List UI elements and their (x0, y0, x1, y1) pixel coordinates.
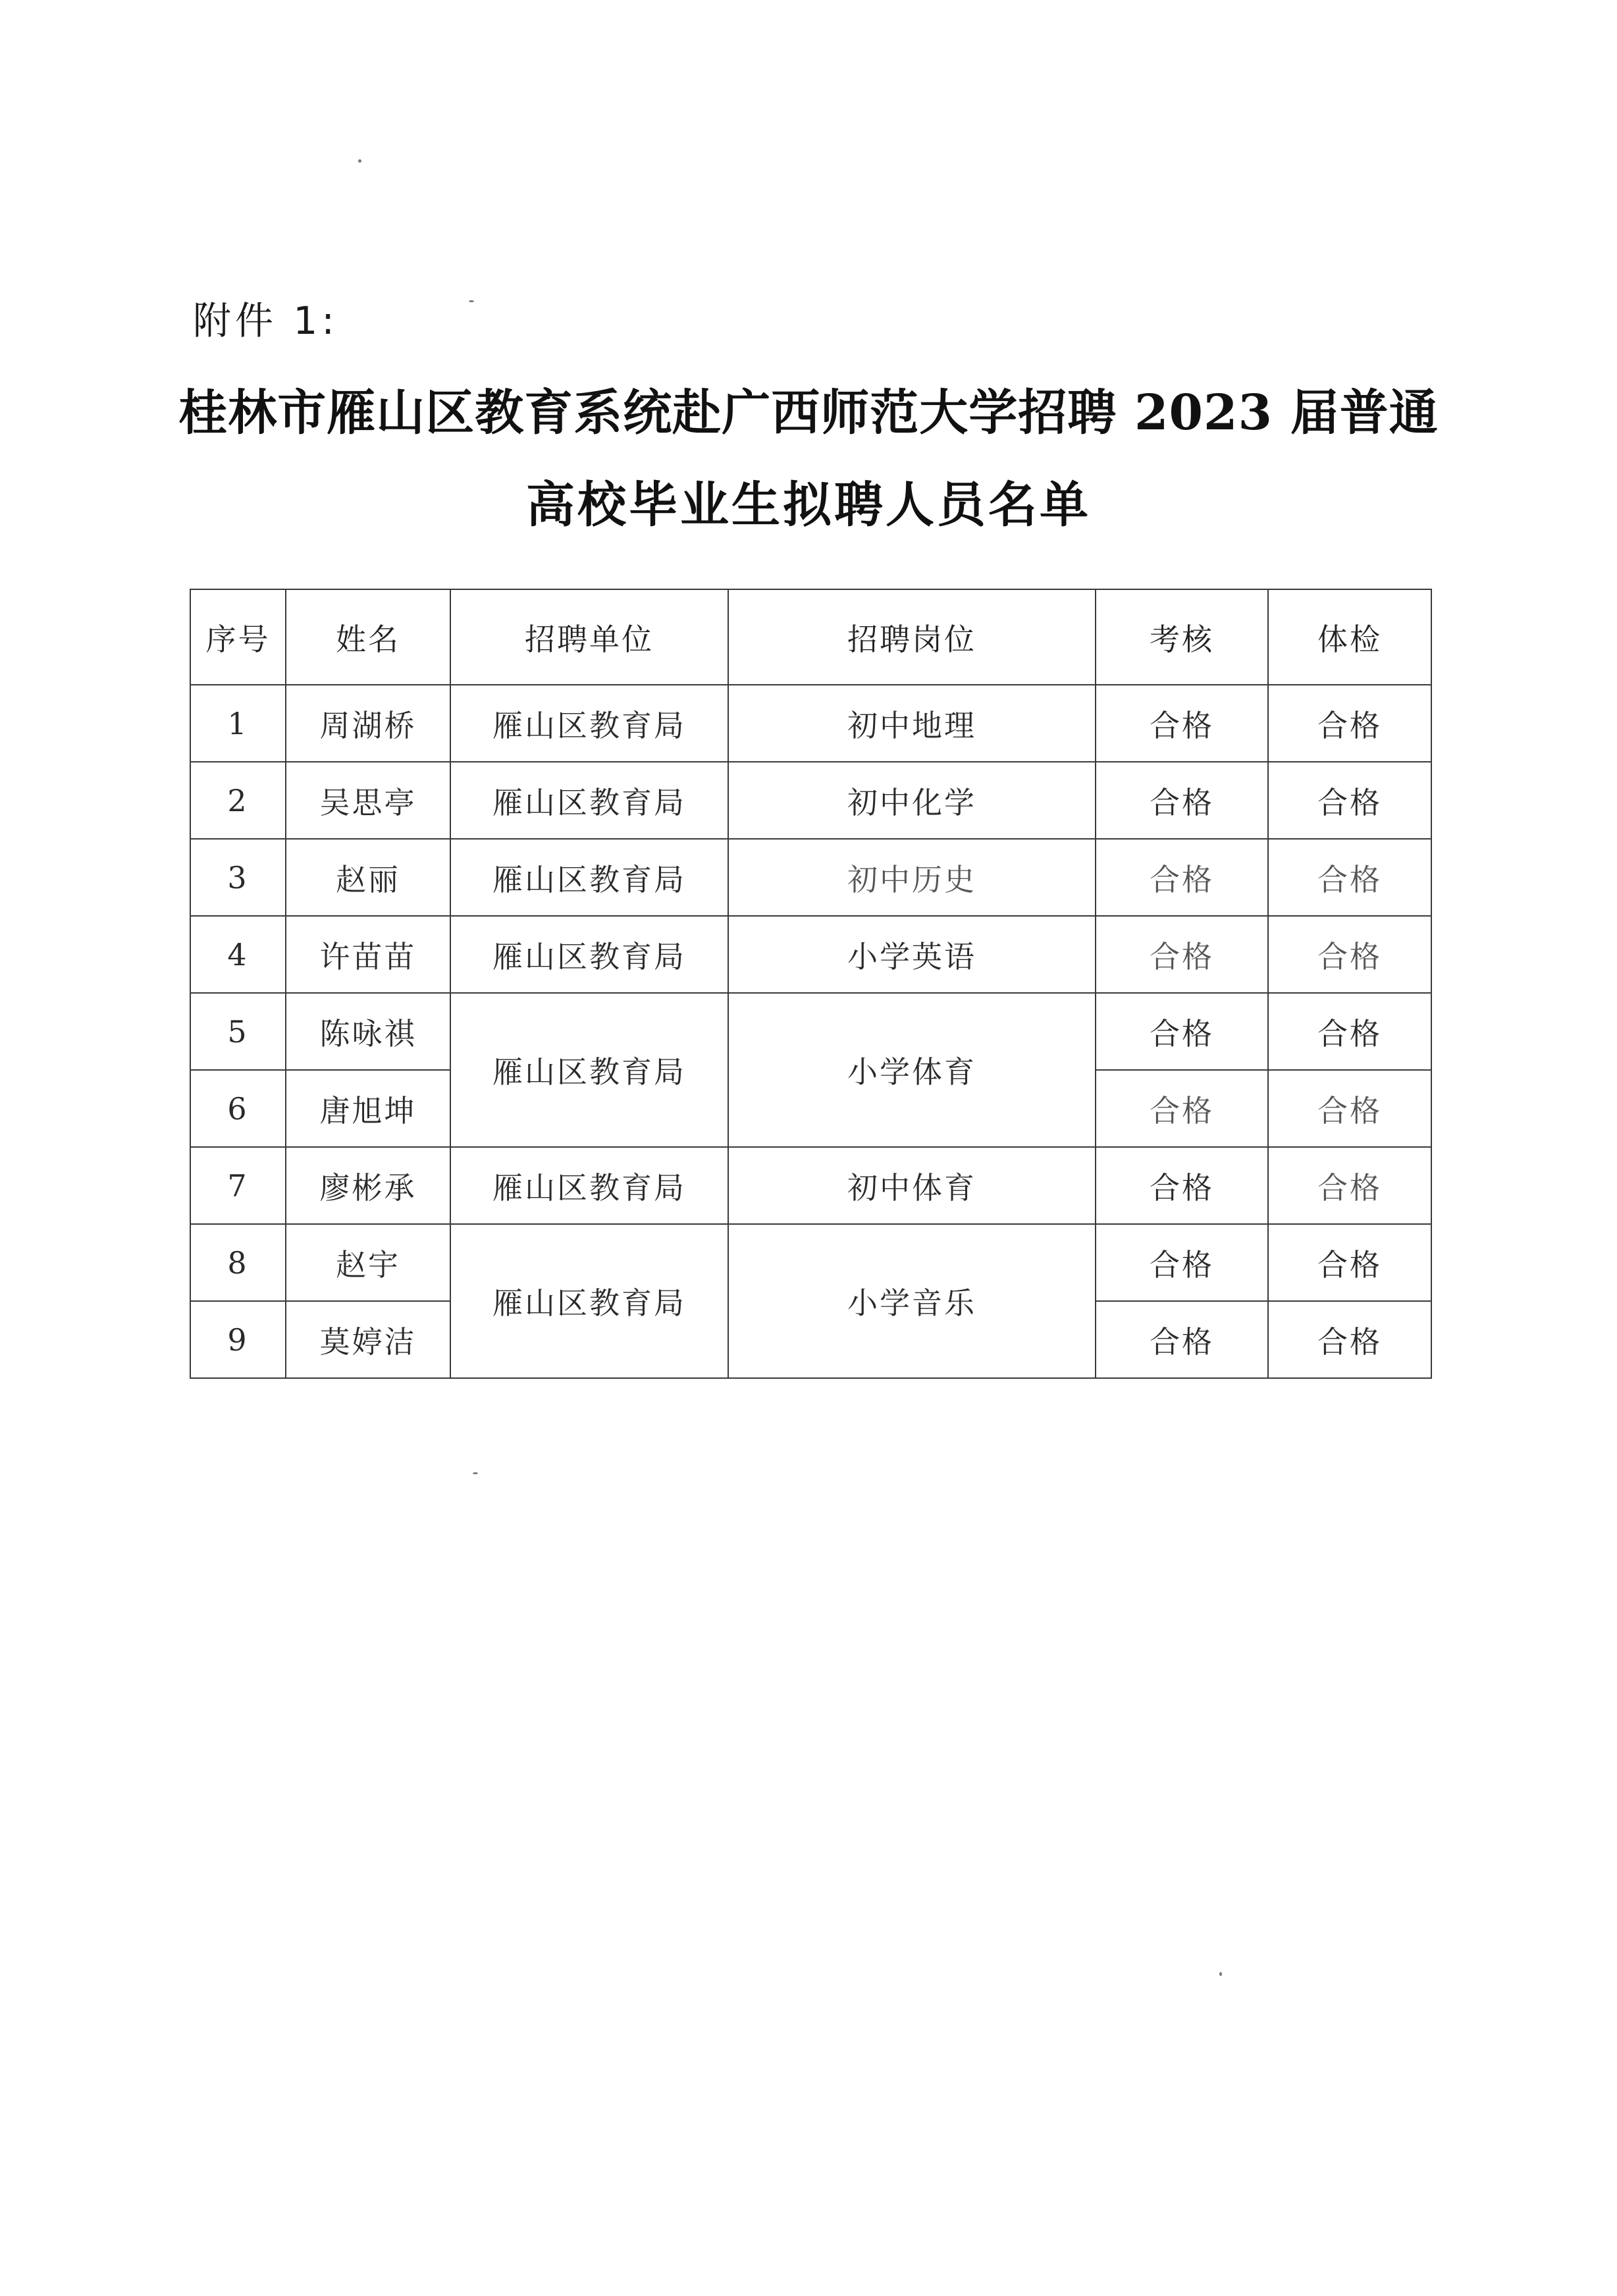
cell-unit: 雁山区教育局 (450, 762, 728, 839)
table-row (190, 993, 1431, 1070)
candidate-table (190, 589, 1432, 1379)
scan-speck (358, 159, 361, 163)
cell-seq: 8 (190, 1224, 286, 1301)
cell-post: 小学英语 (728, 916, 1096, 993)
cell-seq: 1 (190, 685, 286, 762)
cell-unit: 雁山区教育局 (450, 916, 728, 993)
cell-name: 陈咏祺 (286, 993, 450, 1070)
table-header-row (190, 589, 1431, 685)
cell-physical: 合格 (1268, 685, 1431, 762)
cell-seq: 7 (190, 1147, 286, 1224)
cell-post: 小学音乐 (728, 1224, 1096, 1378)
cell-physical: 合格 (1268, 1070, 1431, 1147)
cell-physical: 合格 (1268, 993, 1431, 1070)
cell-physical: 合格 (1268, 1301, 1431, 1378)
attachment-label: 附件 1: (193, 298, 338, 343)
table-row (190, 762, 1431, 839)
header-physical: 体检 (1268, 589, 1431, 685)
scan-speck (473, 1472, 478, 1474)
cell-seq: 2 (190, 762, 286, 839)
table-row (190, 1147, 1431, 1224)
cell-physical: 合格 (1268, 1147, 1431, 1224)
cell-exam: 合格 (1096, 1147, 1268, 1224)
header-post: 招聘岗位 (728, 589, 1096, 685)
scan-speck (469, 300, 474, 302)
cell-unit: 雁山区教育局 (450, 839, 728, 916)
cell-seq: 5 (190, 993, 286, 1070)
cell-exam: 合格 (1096, 839, 1268, 916)
cell-seq: 6 (190, 1070, 286, 1147)
cell-name: 唐旭坤 (286, 1070, 450, 1147)
header-name: 姓名 (286, 589, 450, 685)
cell-post: 初中体育 (728, 1147, 1096, 1224)
table-row (190, 1224, 1431, 1301)
cell-name: 廖彬承 (286, 1147, 450, 1224)
cell-seq: 9 (190, 1301, 286, 1378)
document-title-line-2: 高校毕业生拟聘人员名单 (526, 477, 1091, 533)
cell-physical: 合格 (1268, 1224, 1431, 1301)
cell-exam: 合格 (1096, 916, 1268, 993)
cell-unit: 雁山区教育局 (450, 685, 728, 762)
table-row (190, 916, 1431, 993)
cell-physical: 合格 (1268, 839, 1431, 916)
cell-unit: 雁山区教育局 (450, 1147, 728, 1224)
document-title-line-1: 桂林市雁山区教育系统赴广西师范大学招聘 2023 届普通 (178, 385, 1439, 441)
cell-post: 小学体育 (728, 993, 1096, 1147)
cell-exam: 合格 (1096, 685, 1268, 762)
table-row (190, 685, 1431, 762)
table-row (190, 839, 1431, 916)
cell-exam: 合格 (1096, 1224, 1268, 1301)
cell-unit: 雁山区教育局 (450, 993, 728, 1147)
cell-exam: 合格 (1096, 762, 1268, 839)
cell-unit: 雁山区教育局 (450, 1224, 728, 1378)
cell-seq: 4 (190, 916, 286, 993)
cell-exam: 合格 (1096, 993, 1268, 1070)
header-seq: 序号 (190, 589, 286, 685)
cell-name: 赵宇 (286, 1224, 450, 1301)
header-unit: 招聘单位 (450, 589, 728, 685)
cell-name: 莫婷洁 (286, 1301, 450, 1378)
cell-name: 周湖桥 (286, 685, 450, 762)
header-exam: 考核 (1096, 589, 1268, 685)
cell-name: 吴思亭 (286, 762, 450, 839)
cell-name: 赵丽 (286, 839, 450, 916)
scan-speck (1219, 1972, 1222, 1976)
cell-exam: 合格 (1096, 1301, 1268, 1378)
cell-physical: 合格 (1268, 916, 1431, 993)
cell-post: 初中历史 (728, 839, 1096, 916)
cell-exam: 合格 (1096, 1070, 1268, 1147)
cell-post: 初中地理 (728, 685, 1096, 762)
cell-post: 初中化学 (728, 762, 1096, 839)
cell-name: 许苗苗 (286, 916, 450, 993)
cell-physical: 合格 (1268, 762, 1431, 839)
cell-seq: 3 (190, 839, 286, 916)
